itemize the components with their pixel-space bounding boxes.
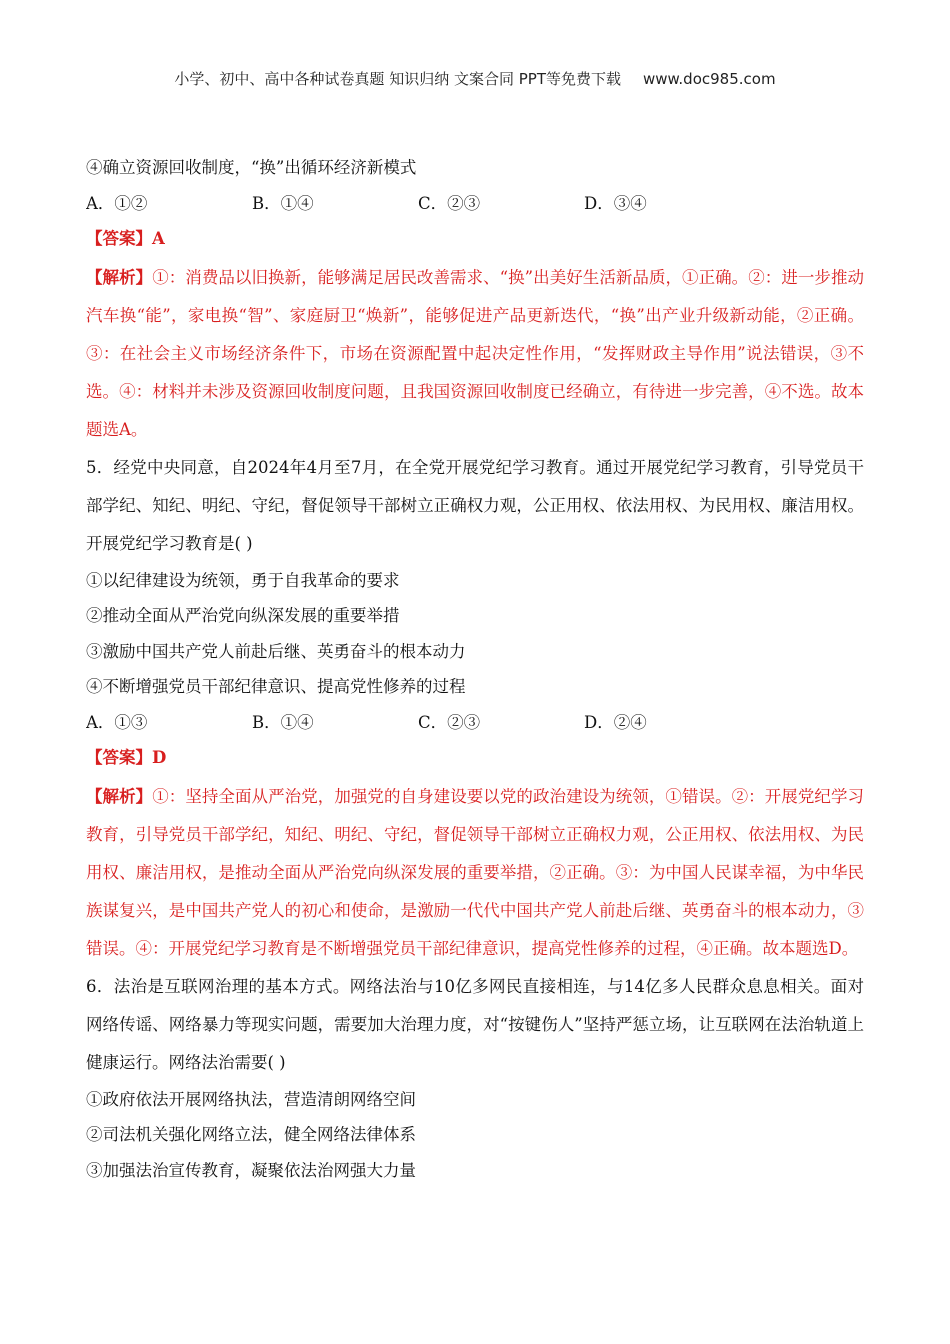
q5-item-4: ④不断增强党员干部纪律意识、提高党性修养的过程 xyxy=(86,677,466,696)
q4-item-4: ④确立资源回收制度，“换”出循环经济新模式 xyxy=(86,158,417,177)
q5-stem: 5．经党中央同意，自2024年4月至7月，在全党开展党纪学习教育。通过开展党纪学习教育，引导党员干部学纪、知纪、明纪、守纪，督促领导干部树立正确权力观，公正用权、依法用权、为民用权、廉洁用权。开展党纪学习教育是( ) xyxy=(86,457,864,553)
q5-option-c: C．②③ xyxy=(418,712,481,732)
page-header xyxy=(0,68,950,89)
q5-option-a: A．①③ xyxy=(86,712,148,732)
q5-answer xyxy=(86,740,864,776)
q6-stem: 6．法治是互联网治理的基本方式。网络法治与10亿多网民直接相连，与14亿多人民群众息息相关。面对网络传谣、网络暴力等现实问题，需要加大治理力度，对“按键伤人”坚持严惩立场，让互联网在法治轨道上健康运行。网络法治需要( ) xyxy=(86,976,864,1072)
q5-option-b: B．①④ xyxy=(252,712,314,732)
q4-option-d: D．③④ xyxy=(584,193,647,213)
q5-analysis xyxy=(86,778,864,968)
q5-item-2: ②推动全面从严治党向纵深发展的重要举措 xyxy=(86,606,400,625)
q4-option-c: C．②③ xyxy=(418,193,481,213)
q4-answer-value: A xyxy=(152,229,165,248)
q5-answer-value: D xyxy=(152,748,167,767)
q4-answer-label: 【答案】 xyxy=(86,229,152,248)
q6-item-2: ②司法机关强化网络立法，健全网络法律体系 xyxy=(86,1125,416,1144)
q5-option-d: D．②④ xyxy=(584,712,647,732)
header-url[interactable]: www.doc985.com xyxy=(642,70,776,88)
q6-item-3: ③加强法治宣传教育，凝聚依法治网强大力量 xyxy=(86,1160,416,1180)
document-body xyxy=(86,150,864,1188)
q6-item-1: ①政府依法开展网络执法，营造清朗网络空间 xyxy=(86,1089,416,1109)
q4-options xyxy=(86,186,864,222)
q5-analysis-label: 【解析】 xyxy=(86,786,153,806)
q5-item-3: ③激励中国共产党人前赴后继、英勇奋斗的根本动力 xyxy=(86,641,466,661)
q5-options xyxy=(86,705,864,741)
q4-analysis-label: 【解析】 xyxy=(86,267,153,287)
q4-option-a: A．①② xyxy=(86,193,148,213)
q5-item-1: ①以纪律建设为统领，勇于自我革命的要求 xyxy=(86,570,400,590)
q5-analysis-text: ①：坚持全面从严治党，加强党的自身建设要以党的政治建设为统领，①错误。②：开展党纪学习教育，引导党员干部学纪，知纪、明纪、守纪，督促领导干部树立正确权力观，公正用权、依法用权、为民用权、廉洁用权，是推动全面从严治党向纵深发展的重要举措，②正确。③：为中国人民谋幸福，为中华民族谋复兴，是中国共产党人的初心和使命，是激励一代代中国共产党人前赴后继、英勇奋斗的根本动力，③错误。④：开展党纪学习教育是不断增强党员干部纪律意识，提高党性修养的过程，④正确。故本题选D。 xyxy=(86,786,865,958)
q4-analysis xyxy=(86,259,864,449)
q4-answer xyxy=(86,221,864,257)
header-text: 小学、初中、高中各种试卷真题 知识归纳 文案合同 PPT等免费下载 xyxy=(174,70,621,88)
q5-answer-label: 【答案】 xyxy=(86,748,152,767)
q4-option-b: B．①④ xyxy=(252,193,314,213)
q4-analysis-text: ①：消费品以旧换新，能够满足居民改善需求、“换”出美好生活新品质，①正确。②：进一步推动汽车换“能”，家电换“智”、家庭厨卫“焕新”，能够促进产品更新迭代，“换”出产业升级新动能，②正确。③：在社会主义市场经济条件下，市场在资源配置中起决定性作用，“发挥财政主导作用”说法错误，③不选。④：材料并未涉及资源回收制度问题，且我国资源回收制度已经确立，有待进一步完善，④不选。故本题选A。 xyxy=(86,267,865,439)
